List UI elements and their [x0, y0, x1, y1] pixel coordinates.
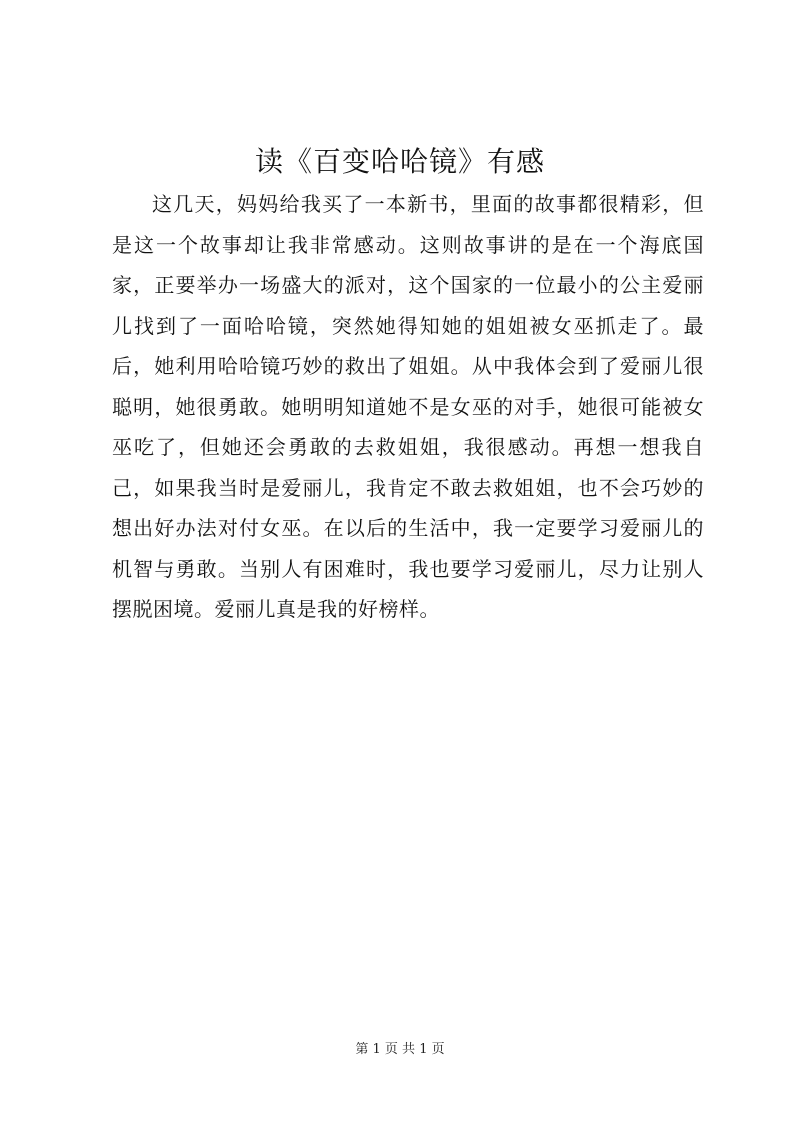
- page-number-footer: 第 1 页 共 1 页: [355, 1042, 445, 1057]
- document-body-paragraph: 这几天，妈妈给我买了一本新书，里面的故事都很精彩，但是这一个故事却让我非常感动。这则故事讲的是在一个海底国家，正要举办一场盛大的派对，这个国家的一位最小的公主爱丽儿找到了一面哈哈镜，突然她得知她的姐姐被女巫抓走了。最后，她利用哈哈镜巧妙的救出了姐姐。从中我体会到了爱丽儿很聪明，她很勇敢。她明明知道她不是女巫的对手，她很可能被女巫吃了，但她还会勇敢的去救姐姐，我很感动。再想一想我自己，如果我当时是爱丽儿，我肯定不敢去救姐姐，也不会巧妙的想出好办法对付女巫。在以后的生活中，我一定要学习爱丽儿的机智与勇敢。当别人有困难时，我也要学习爱丽儿，尽力让别人摆脱困境。爱丽儿真是我的好榜样。: [112, 192, 704, 621]
- document-title: 读《百变哈哈镜》有感: [254, 145, 545, 178]
